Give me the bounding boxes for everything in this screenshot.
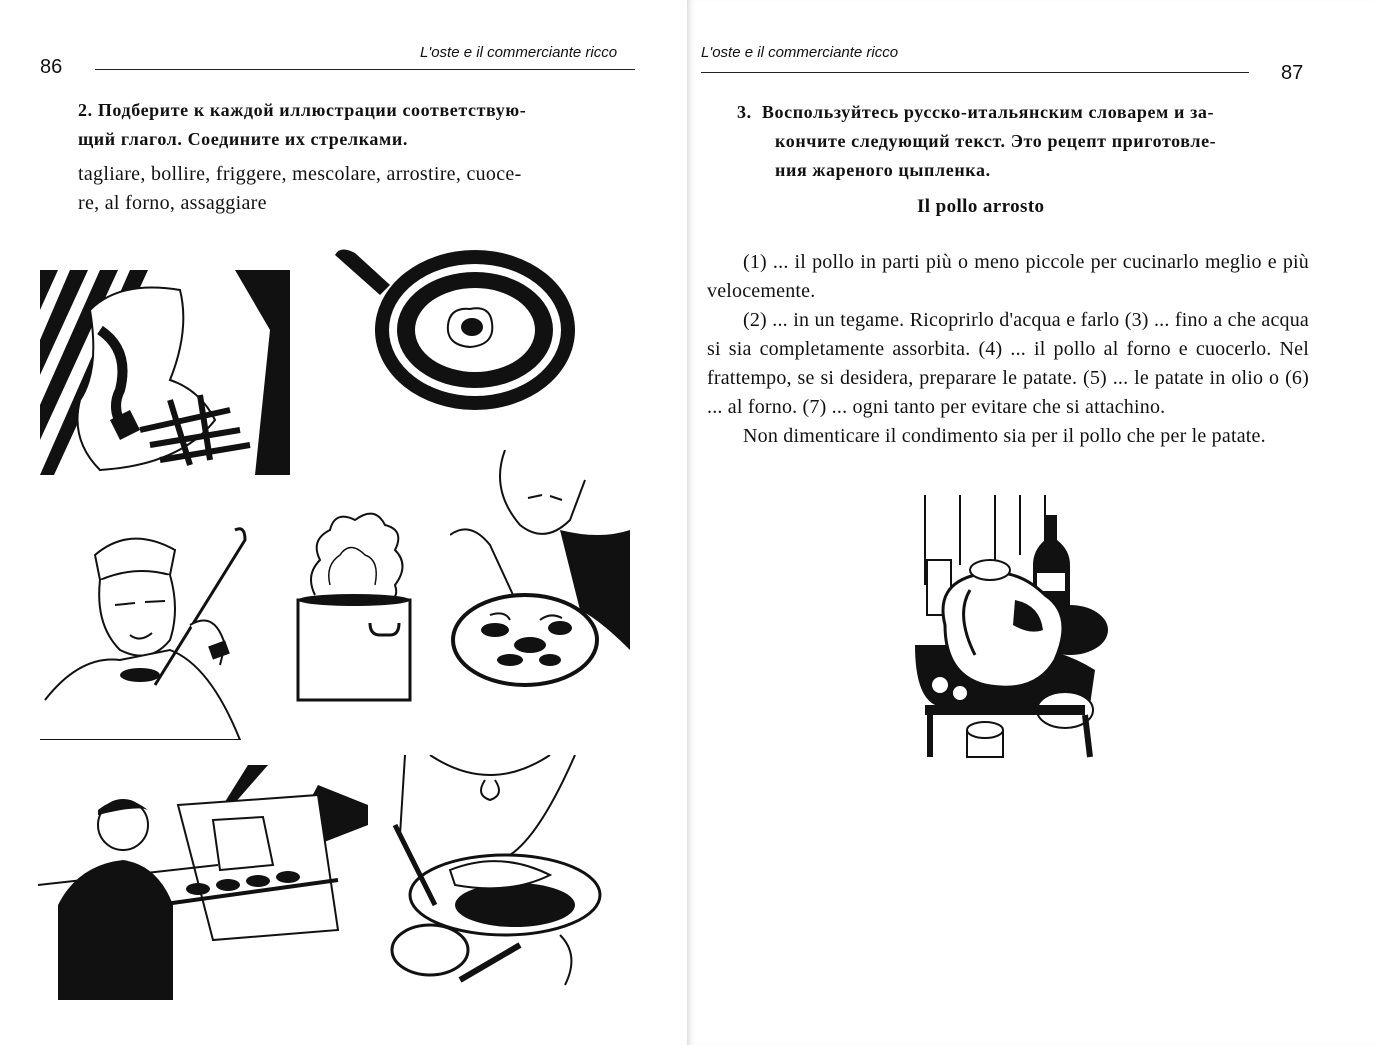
chef-tasting-illustration[interactable] [40,525,260,740]
verb-list [78,160,658,218]
cutting-illustration[interactable] [40,270,290,475]
stirring-pan-illustration[interactable] [450,450,635,695]
oven-baking-illustration[interactable] [38,765,368,1000]
task-number: 3. [737,102,752,122]
header-rule [95,69,635,70]
task-line-1: Подберите к каждой иллюстрации соответствую- [97,100,527,120]
page-number: 87 [1281,62,1304,84]
right-page [687,0,1374,1045]
header-rule [701,72,1249,73]
task-instruction [78,96,643,154]
frying-pan-egg-illustration[interactable] [330,245,580,415]
recipe-text [707,248,1309,451]
recipe-title: Il pollo arrosto [917,196,1045,217]
task-number: 2. [78,100,93,120]
task-line-2: кончите следующий текст. Это рецепт приготовле- [775,131,1217,151]
running-head: L'oste e il commerciante ricco [420,44,618,61]
task-line-3: ния жареного цыпленка. [775,160,991,180]
task-line-2: щий глагол. Соедините их стрелками. [78,129,408,149]
recipe-paragraph-3: Non dimenticare il condimento sia per il pollo che per le patate. [743,425,1266,447]
boiling-pot-illustration[interactable] [295,505,415,705]
recipe-paragraph-1: (1) ... il pollo in parti più o meno piccole per cucinarlo meglio e più velocemente. [707,251,1309,302]
verb-list-line-2: re, al forno, assaggiare [78,192,267,214]
verb-list-line-1: tagliare, bollire, friggere, mescolare, arrostire, cuoce- [78,163,522,185]
task-instruction [737,98,1317,185]
recipe-paragraph-2: (2) ... in un tegame. Ricoprirlo d'acqua e farlo (3) ... fino a che acqua si sia completamente assorbita. (4) ... il pollo al forno e cuocerlo. Nel frattempo, se si desidera, preparare le patate. (5) ... le patate in olio o (6) ... al forno. (7) ... ogni tanto per evitare che si attachino. [707,309,1309,418]
task-line-1: Воспользуйтесь русско-итальянским словарем и за- [761,102,1215,122]
page-number: 86 [40,56,63,78]
running-head: L'oste e il commerciante ricco [701,44,899,61]
roasting-hands-illustration[interactable] [390,755,605,1000]
roast-chicken-table-illustration[interactable] [915,495,1110,760]
